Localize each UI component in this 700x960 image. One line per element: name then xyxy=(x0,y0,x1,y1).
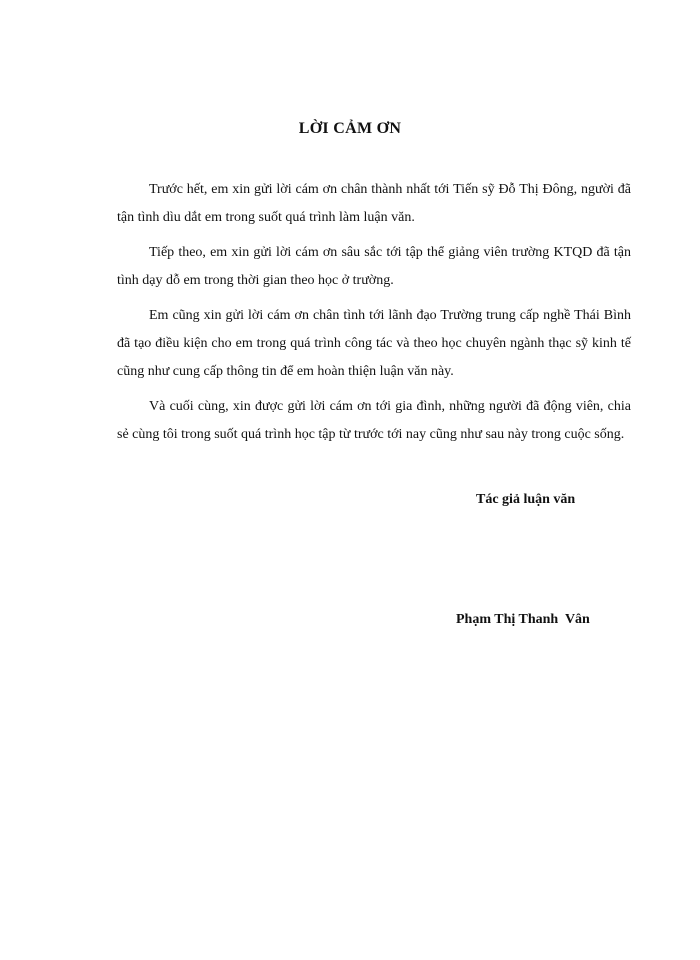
signature-name: Phạm Thị Thanh Vân xyxy=(456,612,590,627)
signature-title: Tác giả luận văn xyxy=(476,492,576,507)
paragraph-1: Trước hết, em xin gửi lời cám ơn chân thành nhất tới Tiến sỹ Đỗ Thị Đông, người đã tận tình dìu dắt em trong suốt quá trình làm luận văn. xyxy=(117,182,631,225)
acknowledgement-body xyxy=(117,176,631,456)
paragraph-4: Và cuối cùng, xin được gửi lời cám ơn tới gia đình, những người đã động viên, chia sẻ cùng tôi trong suốt quá trình học tập từ trước tới nay cũng như sau này trong cuộc sống. xyxy=(117,399,631,442)
paragraph-3: Em cũng xin gửi lời cám ơn chân tình tới lãnh đạo Trường trung cấp nghề Thái Bình đã tạo điều kiện cho em trong quá trình công tác và theo học chuyên ngành thạc sỹ kinh tế cũng như cung cấp thông tin để em hoàn thiện luận văn này. xyxy=(117,308,631,379)
page-title: LỜI CẢM ƠN xyxy=(298,120,402,137)
paragraph-2: Tiếp theo, em xin gửi lời cám ơn sâu sắc tới tập thể giảng viên trường KTQD đã tận tình dạy dỗ em trong thời gian theo học ở trường. xyxy=(117,245,631,288)
